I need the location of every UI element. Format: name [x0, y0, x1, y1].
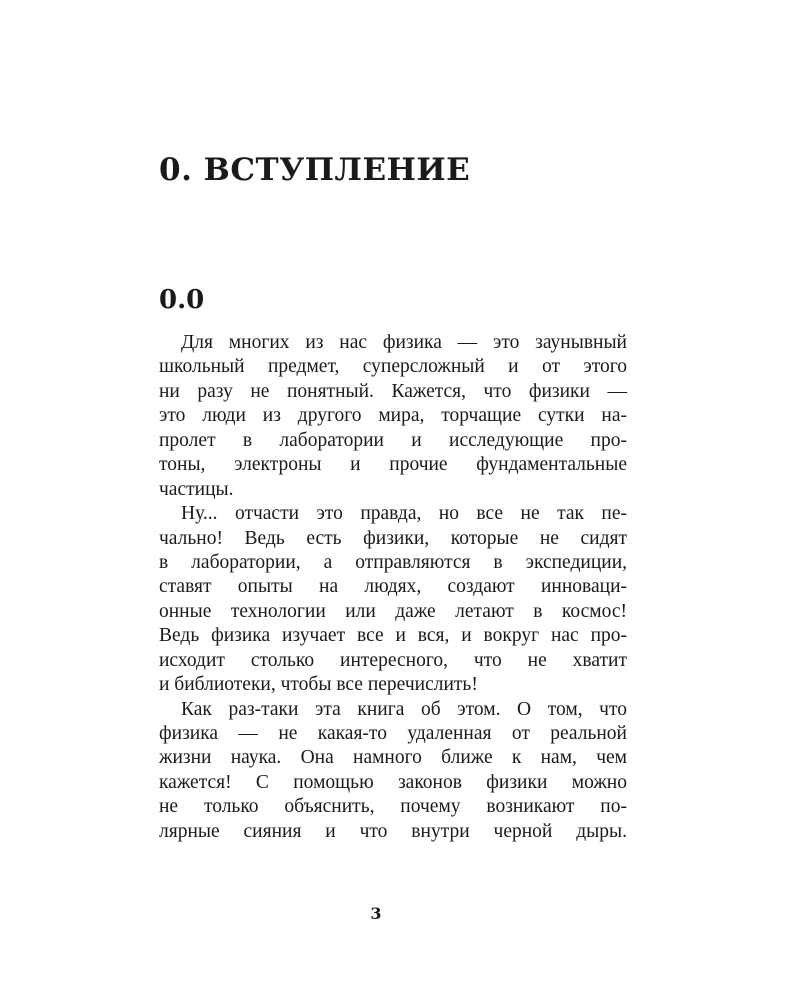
text-line: Ну... отчасти это правда, но все не так пе-: [181, 503, 627, 525]
text-line: кажется! С помощью законов физики можно: [159, 771, 627, 793]
text-line: в лаборатории, а отправляются в экспедиции,: [159, 551, 627, 573]
text-line: частицы.: [159, 478, 234, 500]
text-line: исходит столько интересного, что не хватит: [159, 649, 627, 671]
text-line: чально! Ведь есть физики, которые не сидят: [159, 527, 627, 549]
chapter-title: 0. ВСТУПЛЕНИЕ: [159, 152, 471, 188]
text-line: школьный предмет, суперсложный и от этого: [159, 356, 627, 378]
text-line: пролет в лаборатории и исследующие про-: [159, 429, 627, 451]
page-number: 3: [370, 904, 382, 923]
text-line: Для многих из нас физика — это заунывный: [181, 332, 627, 353]
text-line: тоны, электроны и прочие фундаментальные: [159, 454, 627, 476]
text-line: онные технологии или даже летают в космос!: [159, 600, 627, 622]
text-line: это люди из другого мира, торчащие сутки на-: [159, 405, 627, 427]
section-heading: 0.0: [159, 285, 205, 315]
text-line: не только объяснить, почему возникают по-: [159, 796, 627, 818]
text-line: физика — не какая-то удаленная от реальной: [159, 723, 627, 744]
body-text: [159, 331, 627, 844]
text-line: Ведь физика изучает все и вся, и вокруг нас про-: [159, 625, 627, 647]
text-line: ставят опыты на людях, создают инноваци-: [159, 576, 627, 598]
text-line: и библиотеки, чтобы все перечислить!: [159, 674, 478, 696]
text-line: Как раз-таки эта книга об этом. О том, что: [181, 698, 627, 720]
text-line: лярные сияния и что внутри черной дыры.: [159, 820, 627, 842]
text-line: ни разу не понятный. Кажется, что физики —: [159, 380, 627, 402]
text-line: жизни наука. Она намного ближе к нам, чем: [159, 747, 627, 769]
